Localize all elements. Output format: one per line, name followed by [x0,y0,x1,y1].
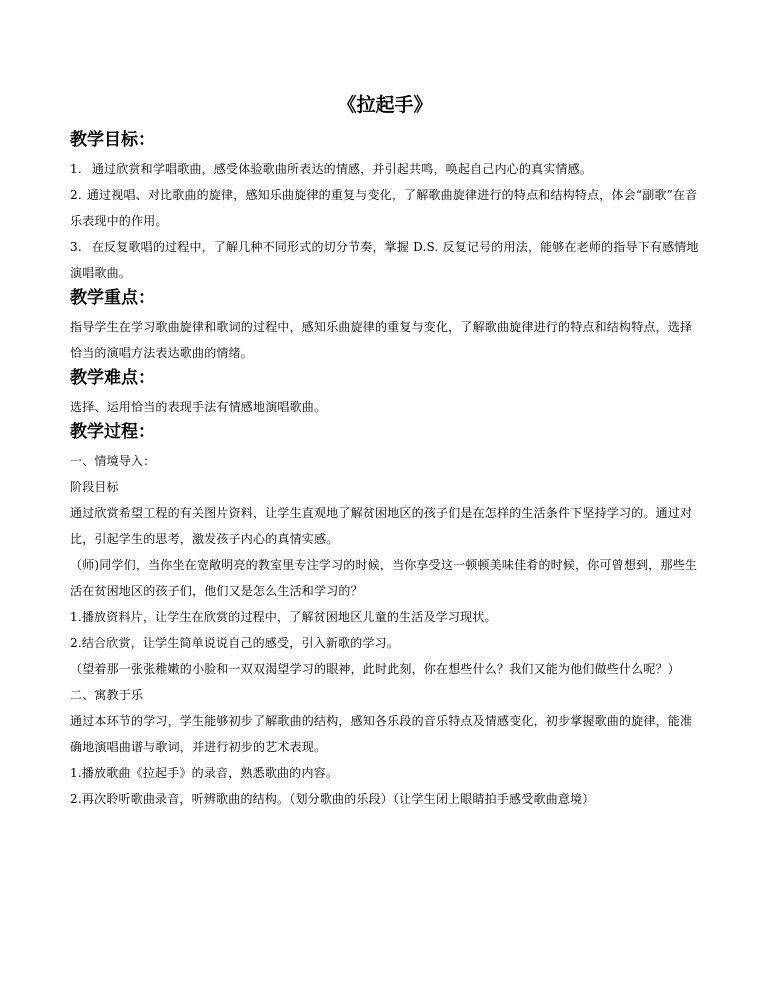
goal-text: 在反复歌唱的过程中，了解几种不同形式的切分节奏，掌握 D.S. 反复记号的用法，能够在老师的指导下有感情地演唱歌曲。 [70,240,699,280]
goal-number: 1. [70,162,82,176]
key-points-heading: 教学重点： [70,288,155,308]
document-body [70,128,702,812]
section-1-teacher-text: （师)同学们，当你坐在宽敞明亮的教室里专注学习的时候，当你享受这一顿顿美味佳肴的时候，你可曾想到，那些生活在贫困地区的孩子们，他们又是怎么生活和学习的？ [70,558,698,598]
section-2-title: 二、寓教于乐 [70,688,144,702]
goal-text: 通过视唱、对比歌曲的旋律，感知乐曲旋律的重复与变化，了解歌曲旋律进行的特点和结构特点，体会“副歌”在音乐表现中的作用。 [70,188,698,228]
goal-number: 2. [70,188,82,202]
goals-heading: 教学目标： [70,130,155,150]
section-1-title: 一、情境导入： [70,454,156,468]
difficulties-heading: 教学难点： [70,368,155,388]
section-1-goal-text: 通过欣赏希望工程的有关图片资料，让学生直观地了解贫困地区的孩子们是在怎样的生活条件下坚持学习的。通过对比，引起学生的思考，激发孩子内心的真情实感。 [70,506,693,546]
section-2-step-2: 2.再次聆听歌曲录音，听辨歌曲的结构。（划分歌曲的乐段）（让学生闭上眼睛拍手感受歌曲意境） [70,792,595,806]
section-1-step-1: 1.播放资料片，让学生在欣赏的过程中，了解贫困地区儿童的生活及学习现状。 [70,610,497,624]
key-points-text: 指导学生在学习歌曲旋律和歌词的过程中，感知乐曲旋律的重复与变化，了解歌曲旋律进行的特点和结构特点，选择恰当的演唱方法表达歌曲的情绪。 [70,320,693,360]
document-title: 《拉起手》 [337,94,433,116]
goal-item-2 [70,182,702,234]
goal-item-1 [70,156,702,182]
difficulties-text: 选择、运用恰当的表现手法有情感地演唱歌曲。 [70,400,327,414]
goal-item-3 [70,234,702,286]
section-1-note: （望着那一张张稚嫩的小脸和一双双渴望学习的眼神，此时此刻，你在想些什么？我们又能为他们做些什么呢？） [70,662,681,676]
section-1-goal-label: 阶段目标 [70,480,119,494]
section-2-step-1: 1.播放歌曲《拉起手》的录音，熟悉歌曲的内容。 [70,766,339,780]
process-heading: 教学过程： [70,422,155,442]
section-2-text: 通过本环节的学习，学生能够初步了解歌曲的结构，感知各乐段的音乐特点及情感变化，初步掌握歌曲的旋律，能准确地演唱曲谱与歌词，并进行初步的艺术表现。 [70,714,693,754]
goal-text: 通过欣赏和学唱歌曲，感受体验歌曲所表达的情感，并引起共鸣，唤起自己内心的真实情感。 [91,162,593,176]
section-1-step-2: 2.结合欣赏，让学生简单说说自己的感受，引入新歌的学习。 [70,636,400,650]
goal-number: 3. [70,240,82,254]
